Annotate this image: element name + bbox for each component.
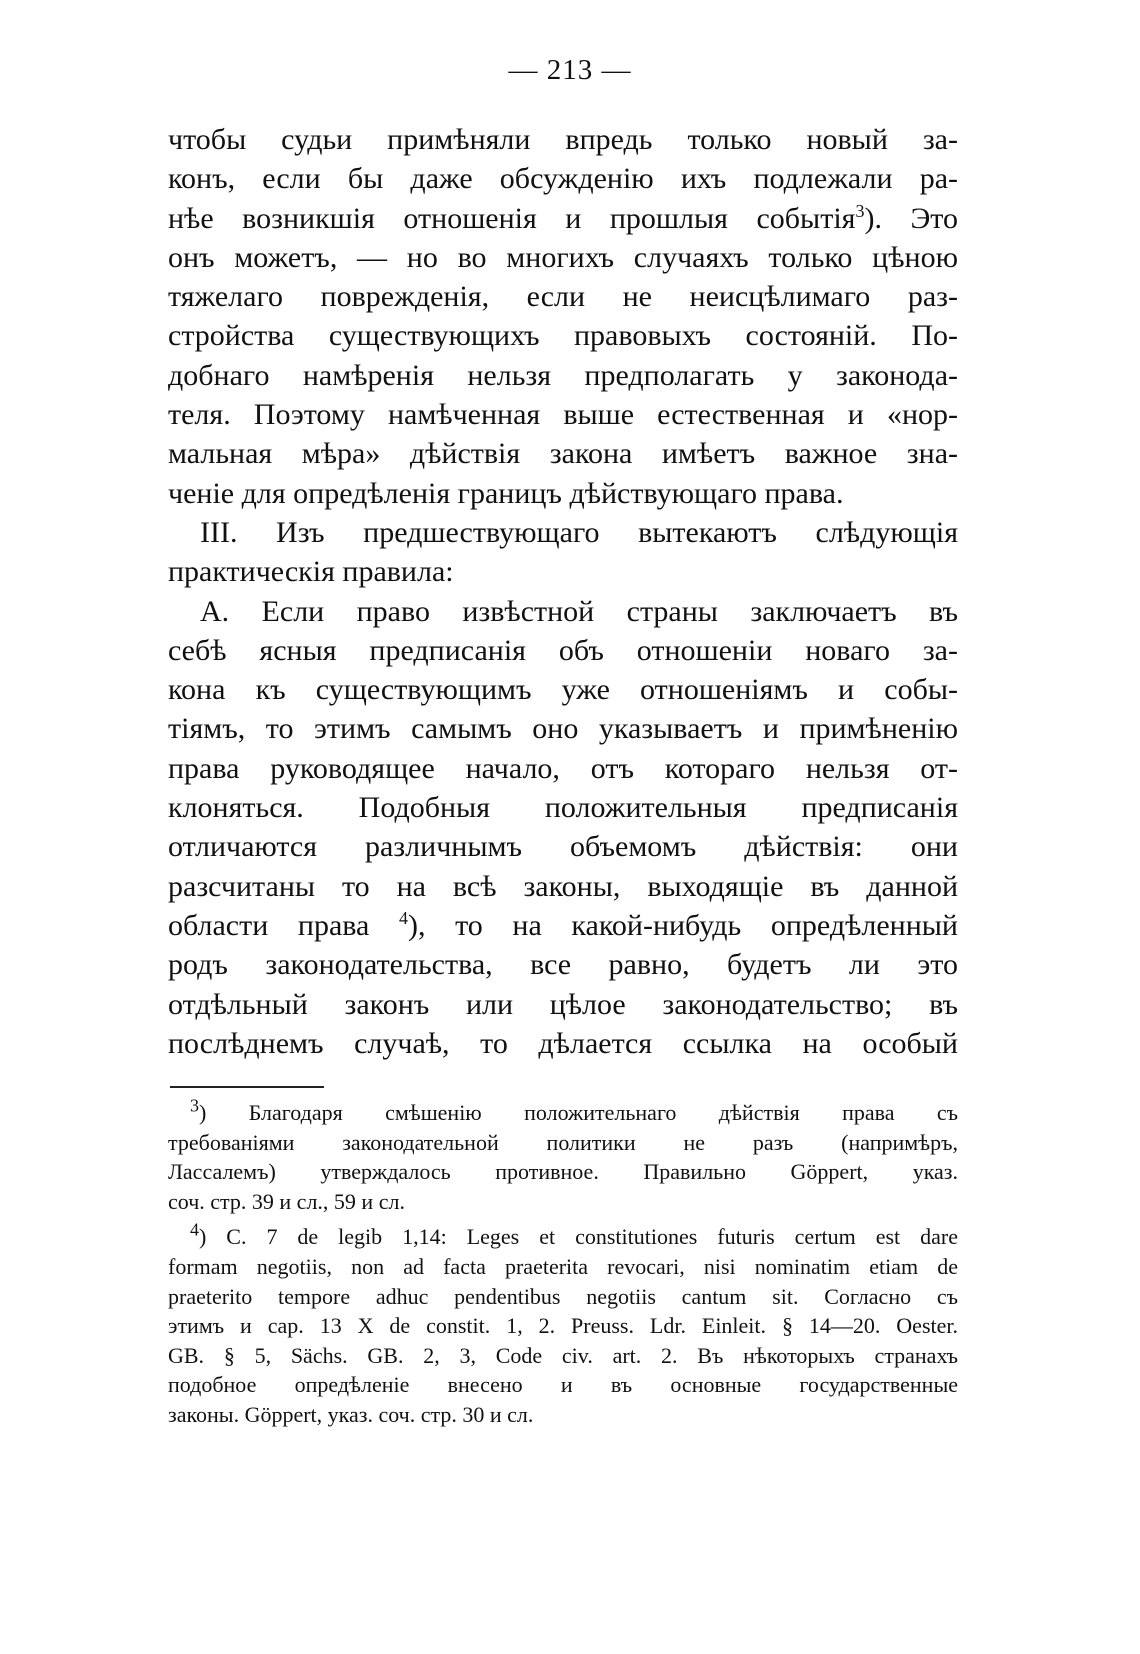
page-number: — 213 —: [508, 54, 632, 86]
text-line: родъ законодательства, все равно, будетъ ли это: [168, 948, 958, 982]
footnote-line: этимъ и cap. 13 X de constit. 1, 2. Preuss. Ldr. Einleit. § 14—20. Oester.: [168, 1313, 958, 1339]
text-line: [168, 199, 958, 238]
footnote-divider: [170, 1086, 324, 1088]
footnote-line: подобное опредѣленіе внесено и въ основные государственные: [168, 1372, 958, 1398]
footnote-line: praeterito tempore adhuc pendentibus negotiis cantum sit. Согласно съ: [168, 1283, 958, 1309]
footnote-ref-3: 3: [855, 200, 865, 221]
text-line: отличаются различнымъ объемомъ дѣйствія: они: [168, 830, 958, 864]
text-line: практическія правила:: [168, 555, 454, 589]
text-line: тіямъ, то этимъ самымъ оно указываетъ и примѣненію: [168, 712, 958, 746]
section-heading-line: III. Изъ предшествующаго вытекаютъ слѣдующія: [200, 515, 958, 549]
text-fragment: нѣе возникшія отношенія и прошлыя событія: [168, 201, 856, 235]
footnote-line: formam negotiis, non ad facta praeterita revocari, nisi nominatim etiam de: [168, 1253, 958, 1279]
text-fragment: ) C. 7 de legib 1,14: Leges et constitutiones futuris certum est dare: [199, 1224, 958, 1250]
text-line: права руководящее начало, отъ котораго нельзя от-: [168, 751, 958, 785]
footnote-line: законы. Göppert, указ. соч. стр. 30 и сл.: [168, 1401, 534, 1427]
footnote-3: [168, 1095, 958, 1216]
text-fragment: ). Это: [864, 201, 958, 235]
text-line: чтобы судьи примѣняли впредь только новый за-: [168, 123, 958, 156]
footnote-line: [168, 1222, 958, 1252]
footnote-ref-4: 4: [398, 907, 408, 928]
main-text: [168, 120, 958, 1063]
text-line: себѣ ясныя предписанія объ отношеніи новаго за-: [168, 633, 958, 667]
footnote-line: Лассалемъ) утверждалось противное. Правильно Göppert, указ.: [168, 1159, 958, 1185]
footnote-line: GB. § 5, Sächs. GB. 2, 3, Code civ. art. 2. Въ нѣкоторыхъ странахъ: [168, 1342, 958, 1368]
footnote-marker: 3: [190, 1095, 199, 1116]
footnote-line: требованіями законодательной политики не разъ (напримѣръ,: [168, 1129, 958, 1155]
text-fragment: области права: [168, 908, 370, 942]
footnote-line: [168, 1095, 958, 1128]
text-fragment: ), то на какой-нибудь опредѣленный: [407, 908, 958, 942]
text-line: онъ можетъ, — но во многихъ случаяхъ только цѣною: [168, 240, 958, 274]
footnote-line: соч. стр. 39 и сл., 59 и сл.: [168, 1188, 405, 1214]
paragraph-start-line: А. Если право извѣстной страны заключаетъ въ: [200, 594, 958, 628]
footnotes: [168, 1095, 958, 1430]
text-line: клоняться. Подобныя положительныя предписанія: [168, 791, 958, 825]
text-line: добнаго намѣренія нельзя предполагать у законода-: [168, 358, 958, 392]
text-line: теля. Поэтому намѣченная выше естественная и «нор-: [168, 398, 958, 432]
text-line: ченіе для опредѣленія границъ дѣйствующаго права.: [168, 476, 844, 510]
text-line: кона къ существующимъ уже отношеніямъ и собы-: [168, 673, 958, 707]
text-line: послѣднемъ случаѣ, то дѣлается ссылка на особый: [168, 1026, 958, 1060]
text-line: мальная мѣра» дѣйствія закона имѣетъ важное зна-: [168, 437, 958, 471]
text-fragment: ) Благодаря смѣшенію положительнаго дѣйствія права съ: [199, 1100, 958, 1125]
text-line: разсчитаны то на всѣ законы, выходящіе въ данной: [168, 869, 958, 903]
footnote-marker: 4: [190, 1220, 199, 1241]
text-line: стройства существующихъ правовыхъ состояній. По-: [168, 319, 958, 353]
text-line: конъ, если бы даже обсужденію ихъ подлежали ра-: [168, 162, 958, 196]
text-line: отдѣльный законъ или цѣлое законодательство; въ: [168, 987, 958, 1021]
text-line: тяжелаго поврежденія, если не неисцѣлимаго раз-: [168, 280, 958, 314]
footnote-4: [168, 1222, 958, 1429]
text-line: [168, 906, 958, 945]
